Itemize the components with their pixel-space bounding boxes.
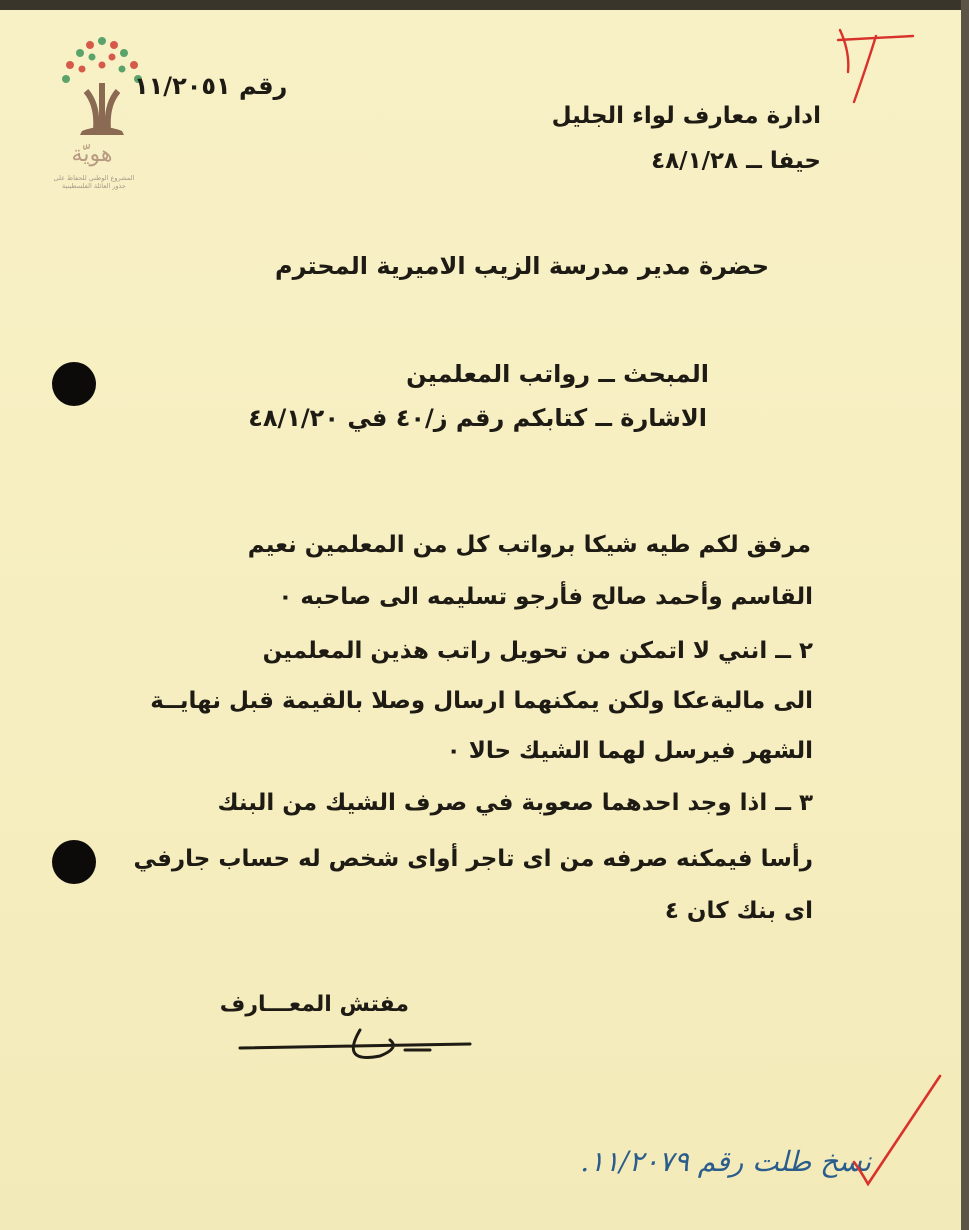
scan-top-edge	[0, 0, 969, 10]
body-line: اى بنك كان ٤	[664, 898, 813, 924]
body-line: رأسا فيمكنه صرفه من اى تاجر أواى شخص له حساب جارفي	[133, 846, 813, 872]
red-check-mark-icon	[850, 1070, 950, 1200]
body-line: الى ماليةعكا ولكن يمكنهما ارسال وصلا بالقيمة قبل نهايــة	[150, 688, 813, 714]
body-line: ٣ ــ اذا وجد احدهما صعوبة في صرف الشيك من البنك	[217, 790, 813, 816]
reference-number: رقم ١١/٢٠٥١	[134, 72, 288, 100]
handwritten-copy-note: نسخ طلت رقم ١١/٢٠٧٩.	[580, 1145, 871, 1178]
punch-hole	[52, 362, 96, 406]
tree-logo-icon	[52, 35, 152, 195]
place-date: حيفا ــ ٤٨/١/٢٨	[651, 148, 821, 174]
logo-caption-line: جذور العائلة الفلسطينية	[62, 182, 126, 190]
logo-caption	[34, 174, 154, 190]
handwritten-signature-icon	[230, 1020, 480, 1070]
logo-caption-line: المشروع الوطني للحفاظ على	[53, 174, 135, 182]
body-line: القاسم وأحمد صالح فأرجو تسليمه الى صاحبه ٠	[278, 584, 813, 610]
office-name: ادارة معارف لواء الجليل	[551, 103, 821, 129]
subject-reference: الاشارة ــ كتابكم رقم ز/٤٠ في ٤٨/١/٢٠	[248, 404, 707, 432]
punch-hole	[52, 840, 96, 884]
body-line: ٢ ــ انني لا اتمكن من تحويل راتب هذين المعلمين	[262, 638, 813, 664]
body-line: مرفق لكم طيه شيكا برواتب كل من المعلمين نعيم	[247, 532, 811, 558]
subject-topic: المبحث ــ رواتب المعلمين	[406, 360, 709, 388]
red-seven-mark-icon	[818, 22, 918, 112]
body-line: الشهر فيرسل لهما الشيك حالا ٠	[446, 738, 813, 764]
addressee: حضرة مدير مدرسة الزيب الاميرية المحترم	[275, 252, 769, 280]
scan-right-edge	[961, 0, 969, 1230]
signature-title: مفتش المعـــارف	[219, 992, 409, 1017]
logo-word: هويّة	[71, 142, 113, 167]
